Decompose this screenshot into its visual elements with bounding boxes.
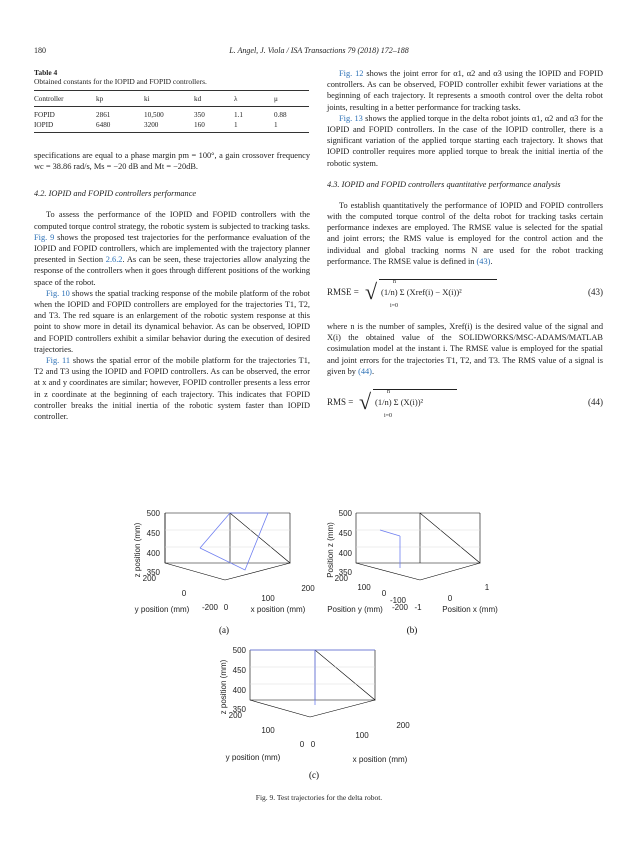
tick-label: 200 [142,574,156,583]
eq-44-label: RMS = [327,397,354,408]
cell: 1.1 [234,111,243,119]
sqrt-icon: √ [365,279,378,305]
eq-43-number: (43) [588,287,603,298]
y-axis-label: y position (mm) [225,753,281,762]
box-edge [310,700,375,717]
trajectory-t2 [380,530,400,536]
cell: 350 [194,111,205,119]
text: shows the spatial tracking response of the mobile platform of the robot when the IOPID and FOPID controllers are employed for the trajectories T1, T2, and T3. The red square is an enlargement of the robotic system response at this point to show more in detail its dynamical behavior. As can be observed, IOPID and FOPID controllers exhibit a similar behavior during the execution of desired trajectories. [34,288,310,354]
fig-13-link[interactable]: Fig. 13 [339,113,363,123]
figure-9 [0,500,638,800]
panel-b-plot [326,509,498,635]
eq-43-label: RMSE = [327,287,359,298]
box-back [165,513,290,563]
table-row [34,110,309,120]
running-title: L. Angel, J. Viola / ISA Transactions 79 (2018) 172–188 [229,46,409,55]
spec-paragraph: specifications are equal to a phase margin pm = 100°, a gain crossover frequency wc = 38.86 rad/s, Ms = −20 dB and Mt = −20dB. [34,151,310,172]
col-mu: μ [274,95,278,103]
fig-9-link[interactable]: Fig. 9 [34,232,55,242]
table-body [34,107,309,133]
panel-c-plot [219,646,410,780]
eq-44-body: (1/n) Σ (X(i))² [375,397,424,408]
cell: 3200 [144,121,159,129]
text: shows the proposed test trajectories for the performance evaluation of the IOPID and FOPID controllers, which are implemented with the trajectory planner presented in Section [34,232,310,265]
table-caption: Obtained constants for the IOPID and FOPID controllers. [34,77,207,86]
tick-label: 450 [232,666,246,675]
tick-label: 450 [146,529,160,538]
paragraph [327,321,603,377]
text: . [490,256,493,266]
col-kd: kd [194,95,202,103]
section-2-6-2-link[interactable]: 2.6.2 [105,255,123,265]
tick-label: 200 [334,574,348,583]
x-axis-label: x position (mm) [352,755,408,764]
text: shows the applied torque in the delta robot joints α1, α2 and α3 for the IOPID and FOPID controllers. In the case of the IOPID controller, there is a significant variation of the applied torque starting each trajectory. It shows that IOPID controller requires more applied torque to break the initial inertia of the robotic system. [327,113,603,168]
paragraph [34,355,310,422]
eq-43-link[interactable]: (43) [476,256,491,266]
page-number: 180 [34,46,46,55]
sum-top: n [387,389,390,396]
col-lambda: λ [234,95,238,103]
section-4-3-title: 4.3. IOPID and FOPID controllers quantitative performance analysis [327,179,561,189]
paragraph [327,200,603,267]
tick-label: 350 [338,568,352,577]
tick-label: 200 [228,711,242,720]
tick-label: 500 [232,646,246,655]
eq-44-link[interactable]: (44) [358,366,372,376]
z-axis-label: Position z (mm) [326,522,335,578]
cell: 6480 [96,121,111,129]
left-column [34,150,310,422]
eq-43-body: (1/n) Σ (Xref(i) − X(i))² [381,287,462,298]
section-4-2-title: 4.2. IOPID and FOPID controllers performance [34,189,197,199]
tick-label: 350 [146,568,160,577]
table-row [34,120,309,130]
panel-label-a: (a) [219,625,229,635]
paragraph [34,209,310,287]
text: . [371,366,375,376]
cell: 1 [234,121,238,129]
y-axis-label: Position y (mm) [327,605,383,614]
box-back [250,650,375,700]
tick-label: 500 [338,509,352,518]
col-ki: ki [144,95,150,103]
equation-44 [327,383,603,427]
panel-label-b: (b) [406,625,418,635]
tick-label: -200 [391,603,409,612]
box-edge [225,563,290,580]
y-axis-label: y position (mm) [134,605,190,614]
tick-label: 0 [381,589,387,598]
tick-label: -1 [414,603,422,612]
tick-label: -100 [389,596,407,605]
equation-43 [327,273,603,317]
panel-label-c: (c) [309,770,319,780]
table-4 [34,68,309,133]
paragraph [327,113,603,169]
text: To assess the performance of the IOPID and FOPID controllers with the computed torque control strategy, the robotic system is subjected to tracking tasks. [34,210,310,231]
text: shows the spatial error of the mobile platform for the trajectories T1, T2 and T3 using the IOPID and FOPID controllers. As can be observed, the error at x and y coordinates are similar; however, FOPID controller presents a less error in z coordinate at the beginning of each trajectory. This indicates that FOPID controller breaks the initial inertia of the robotic system faster than IOPID controller. [34,356,310,422]
trajectory-t1 [200,513,268,570]
cell: FOPID [34,111,55,119]
tick-label: 100 [261,594,275,603]
figure-caption: Fig. 9. Test trajectories for the delta robot. [255,793,383,802]
tick-label: 0 [447,594,453,603]
box-edge [250,700,310,717]
tick-label: -200 [201,603,219,612]
fig-10-link[interactable]: Fig. 10 [46,288,70,298]
right-column [327,68,603,427]
tick-label: 200 [396,721,410,730]
tick-label: 400 [232,686,246,695]
tick-label: 450 [338,529,352,538]
tick-label: 0 [310,740,316,749]
cell: 1 [274,121,278,129]
tick-label: 0 [223,603,229,612]
tick-label: 100 [357,583,371,592]
x-axis-label: x position (mm) [250,605,306,614]
tick-label: 350 [232,705,246,714]
fig-12-link[interactable]: Fig. 12 [339,69,364,78]
box-edge [420,563,480,580]
z-axis-label: z position (mm) [219,659,228,715]
tick-label: 400 [146,549,160,558]
z-axis-label: z position (mm) [133,522,142,578]
tick-label: 100 [261,726,275,735]
sqrt-bar [373,389,457,390]
tick-label: 0 [181,589,187,598]
text: To establish quantitatively the performance of IOPID and FOPID controllers with the computed torque control of the delta robot for tracking tasks certain performance indexes are employed. The RMSE value is selected for the spatial and joint errors; the RMS value is employed for the control action and the individual and global tracking norms N are used for the robot tracking performance. The RMSE value is defined in [327,200,603,266]
eq-44-number: (44) [588,397,603,408]
table-header-row [34,90,309,107]
col-controller: Controller [34,95,64,103]
x-axis-label: Position x (mm) [442,605,498,614]
text: shows the joint error for α1, α2 and α3 using the IOPID and FOPID controllers. As can be observed, FOPID controller exhibit fewer variations at the beginning of each trajectory. It represents a smooth control over the delta robot joints, resulting in a better performance for tracking tasks. [327,69,603,112]
box-back [356,513,480,563]
cell: IOPID [34,121,54,129]
tick-label: 500 [146,509,160,518]
box-edge [165,563,225,580]
paragraph [34,288,310,355]
sqrt-icon: √ [359,389,372,415]
box-edge [356,563,420,580]
cell: 0.88 [274,111,287,119]
tick-label: 200 [301,584,315,593]
tick-label: 0 [299,740,305,749]
fig-11-link[interactable]: Fig. 11 [46,356,71,366]
cell: 160 [194,121,205,129]
trajectory-t3 [250,650,315,705]
tick-label: 1 [484,583,490,592]
paragraph [327,68,603,113]
sum-bottom: i=0 [390,303,399,310]
tick-label: 100 [355,731,369,740]
panel-a-plot [133,509,315,635]
col-kp: kp [96,95,104,103]
table-title: Table 4 [34,68,58,77]
text: where n is the number of samples, Xref(i) is the desired value of the signal and X(i) the obtained value of the SOLIDWORKS/MSC-ADAMS/MATLAB cosimulation model at the instant i. The RMSE value is employed for the spatial and joint errors for the trajectories T1, T2, and T3. The RMS value of a signal is given by [327,322,603,376]
cell: 10,500 [144,111,164,119]
sum-top: n [393,279,396,286]
text: . As can be seen, these trajectories allow analyzing the response of the controllers when it goes through different positions of the working space of the robot. [34,255,310,287]
cell: 2861 [96,111,111,119]
sum-bottom: i=0 [384,413,393,420]
sqrt-bar [379,279,497,280]
tick-label: 400 [338,549,352,558]
